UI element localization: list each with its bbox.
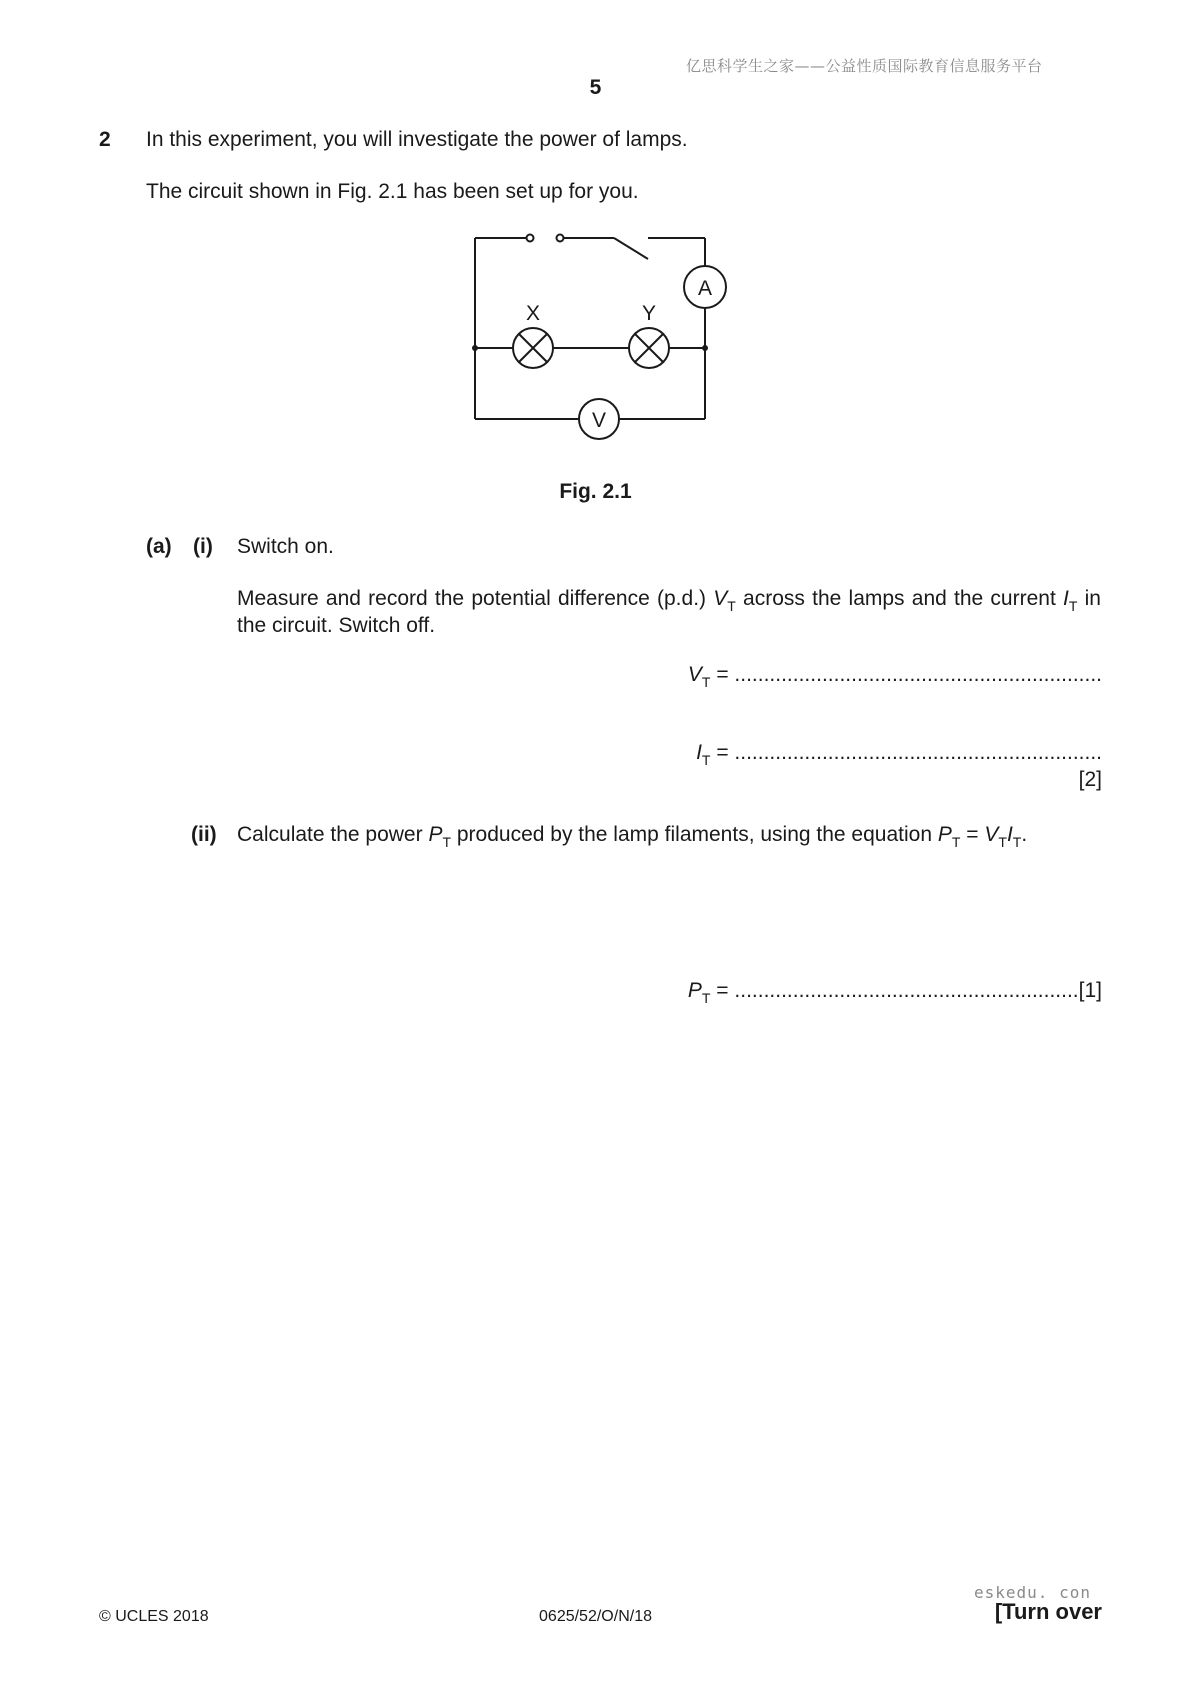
junction-left: [472, 345, 478, 351]
page-number: 5: [589, 76, 602, 99]
question-intro: In this experiment, you will investigate the power of lamps.: [146, 128, 688, 151]
turn-over: [Turn over: [994, 1599, 1102, 1624]
marks-a-ii: [1]: [1078, 979, 1102, 1002]
power-calc-instruction: Calculate the power $P_T$ produced by the lamp filaments, using the equation $P_T = V_TI_T$.: [237, 823, 1028, 850]
measure-instruction: Measure and record the potential difference (p.d.) $V_T$ across the lamps and the current $I_T$ in the circuit. Switch off.: [237, 587, 1101, 637]
part-a-ii-label: (ii): [191, 823, 217, 846]
instruction-switch-on: Switch on.: [237, 535, 334, 558]
pt-answer-line[interactable]: $P_T = ...........................................................[1]$: [687, 979, 1102, 1006]
figure-caption: Fig. 2.1: [559, 480, 632, 503]
switch-lever: [614, 238, 648, 259]
voltmeter-label: V: [591, 409, 607, 432]
question-setup: The circuit shown in Fig. 2.1 has been set up for you.: [146, 180, 639, 203]
it-answer-line[interactable]: $I_T$ = ...............................................................: [696, 741, 1102, 768]
marks-a-i: [2]: [1078, 768, 1102, 791]
watermark-header: 亿思科学生之家——公益性质国际教育信息服务平台: [686, 57, 1043, 75]
part-a-label: (a): [146, 535, 172, 558]
vt-answer-line[interactable]: $V_T$ = ...............................................................: [687, 663, 1102, 690]
copyright: © UCLES 2018: [99, 1608, 209, 1625]
circuit-diagram: [462, 228, 732, 448]
question-number: 2: [99, 128, 111, 151]
lamp-x-label: X: [525, 302, 541, 325]
ammeter-label: A: [697, 277, 713, 300]
paper-code: 0625/52/O/N/18: [539, 1608, 652, 1625]
part-a-i-label: (i): [193, 535, 213, 558]
switch-contact-mid: [557, 235, 564, 242]
lamp-y-label: Y: [641, 302, 657, 325]
junction-right: [702, 345, 708, 351]
watermark-footer: eskedu. con: [974, 1583, 1091, 1602]
switch-contact-left: [527, 235, 534, 242]
